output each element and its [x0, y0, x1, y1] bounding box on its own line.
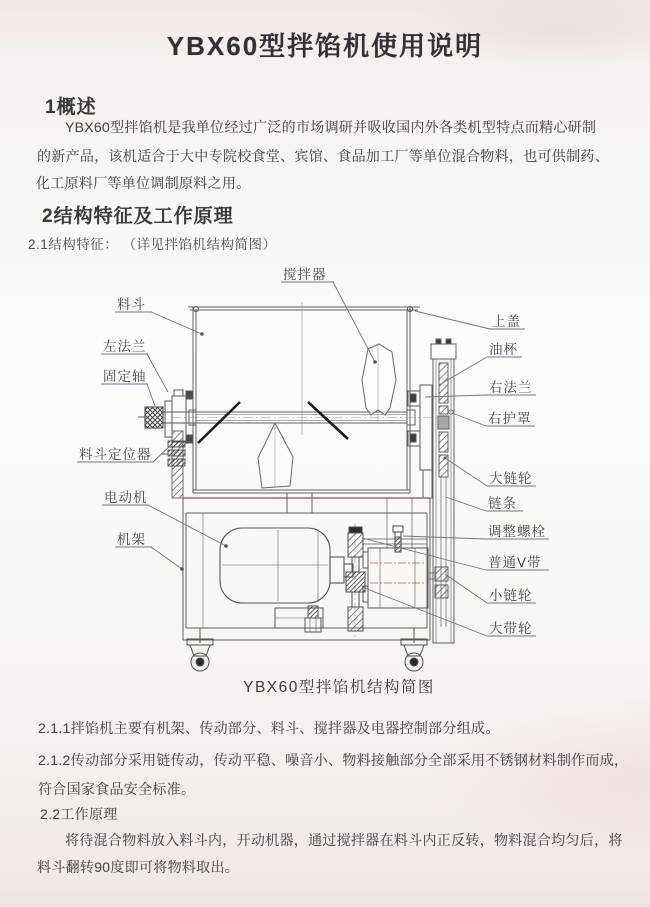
svg-text:料斗定位器: 料斗定位器 — [79, 447, 152, 462]
svg-text:调整螺栓: 调整螺栓 — [488, 524, 546, 539]
label-oil-cup — [439, 341, 522, 385]
svg-text:大带轮: 大带轮 — [489, 621, 533, 636]
svg-text:左法兰: 左法兰 — [103, 339, 147, 354]
label-fixed-shaft — [101, 369, 155, 406]
motor-shape — [220, 528, 353, 603]
svg-text:电动机: 电动机 — [104, 490, 148, 505]
svg-text:油杯: 油杯 — [489, 342, 518, 357]
overview-line-2: 的新产品，该机适合于大中专院校食堂、宾馆、食品加工厂等单位混合物料，也可供制药、 — [37, 148, 609, 164]
agitator-blade-upper — [362, 344, 396, 422]
structure-item-212-line1: 2.1.2传动部分采用链传动，传动平稳、噪音小、物料接触部分全部采用不锈钢材料制作而成， — [38, 752, 629, 768]
hopper-locator-shape — [161, 431, 185, 498]
label-frame — [115, 531, 184, 571]
small-sprocket-shape — [435, 567, 448, 581]
chain-guard-column — [431, 339, 456, 643]
label-hopper — [115, 296, 204, 336]
structure-item-211: 2.1.1拌馅机主要有机架、传动部分、料斗、搅拌器及电器控制部分组成。 — [38, 720, 500, 736]
overview-heading: 1概述 — [45, 97, 97, 118]
principle-heading: 2.2工作原理 — [40, 806, 118, 822]
structure-heading: 2结构特征及工作原理 — [42, 206, 234, 227]
label-hopper-locator — [77, 446, 170, 462]
svg-text:机架: 机架 — [117, 532, 146, 547]
svg-text:链条: 链条 — [488, 496, 517, 511]
svg-text:普通V带: 普通V带 — [488, 555, 542, 570]
left-flange-assembly — [138, 390, 196, 443]
structure-item-212-line2: 符合国家食品安全标准。 — [38, 781, 196, 797]
structure-sub-heading: 2.1结构特征： （详见拌馅机结构简图） — [28, 237, 277, 252]
right-flange-assembly — [408, 385, 432, 498]
diagram-caption: YBX60型拌馅机结构简图 — [243, 679, 435, 696]
svg-text:右法兰: 右法兰 — [489, 380, 533, 395]
svg-text:大链轮: 大链轮 — [489, 471, 533, 486]
svg-text:上盖: 上盖 — [492, 314, 521, 329]
label-v-belt — [362, 538, 549, 570]
svg-text:小链轮: 小链轮 — [489, 588, 533, 603]
svg-text:右护罩: 右护罩 — [488, 411, 532, 426]
label-chain — [446, 496, 523, 511]
motor-base — [275, 606, 323, 632]
label-small-sprocket — [445, 574, 536, 603]
mixer-structure-diagram — [75, 255, 575, 700]
label-large-sprocket — [444, 457, 537, 487]
principle-line-1: 将待混合物料放入料斗内，开动机器，通过搅拌器在料斗内正反转，物料混合均匀后，将 — [65, 832, 623, 848]
label-adjust-bolt — [403, 523, 549, 539]
label-top-cover — [415, 311, 525, 329]
overview-line-1: YBX60型拌馅机是我单位经过广泛的市场调研并吸收国内外各类机型特点而精心研制 — [65, 119, 597, 135]
svg-text:固定轴: 固定轴 — [103, 369, 147, 384]
large-pulley-shape — [346, 523, 365, 637]
svg-text:搅拌器: 搅拌器 — [283, 267, 327, 282]
principle-line-2: 料斗翻转90度即可将物料取出。 — [37, 859, 240, 875]
caster-left — [187, 628, 213, 671]
agitator-shaft-shape — [171, 410, 447, 425]
page-title: YBX60型拌馅机使用说明 — [166, 31, 484, 61]
agitator-blade-lower — [258, 423, 293, 488]
label-agitator — [281, 266, 377, 364]
svg-text:料斗: 料斗 — [117, 297, 146, 312]
overview-line-3: 化工原料厂等单位调制原料之用。 — [36, 175, 251, 191]
caster-right — [401, 628, 427, 671]
label-right-guard — [449, 410, 535, 426]
